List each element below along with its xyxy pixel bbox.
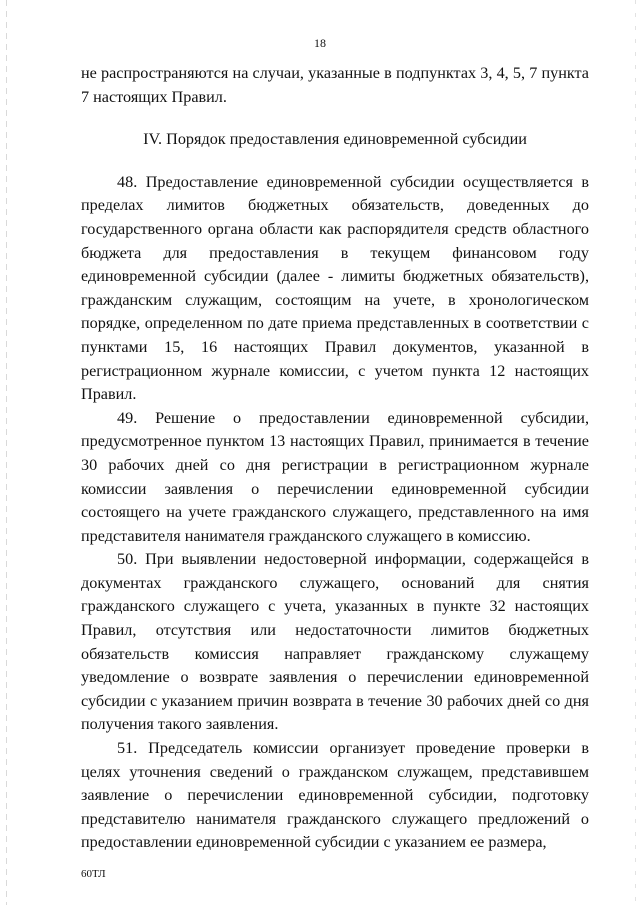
section-heading: IV. Порядок предоставления единовременной субсидии [143,130,527,149]
scan-edge-right [635,0,636,905]
paragraph-51: 51. Председатель комиссии организует проведение проверки в целях уточнения сведений о гражданском служащем, представившем заявление о перечислении единовременной субсидии, подготовку представителю нанимателя гражданского служащего предложений о предоставлении единовременной субсидии с указанием ее размера, [81,739,589,852]
paragraph-49: 49. Решение о предоставлении единовременной субсидии, предусмотренное пунктом 13 настоящих Правил, принимается в течение 30 рабочих дней со дня регистрации в регистрационном журнале комиссии заявления о перечислении единовременной субсидии состоящего на учете гражданского служащего, представленного на имя представителя нанимателя гражданского служащего в комиссию. [81,408,589,545]
footer-code: 60ТЛ [81,868,106,880]
paragraph-50: 50. При выявлении недостоверной информации, содержащейся в документах гражданского служащего, оснований для снятия гражданского служащего с учета, указанных в пункте 32 настоящих Правил, отсутствия или недостаточности лимитов бюджетных обязательств комиссия направляет гражданскому служащему уведомление о возврате заявления о перечислении единовременной субсидии с указанием причин возврата в течение 30 рабочих дней со дня получения такого заявления. [81,550,589,734]
paragraph-continuation: не распространяются на случаи, указанные в подпунктах 3, 4, 5, 7 пункта 7 настоящих Правил. [81,64,589,106]
document-body [81,62,589,855]
page-number: 18 [314,36,326,50]
paragraph-48: 48. Предоставление единовременной субсидии осуществляется в пределах лимитов бюджетных обязательств, доведенных до государственного органа области как распорядителя средств областного бюджета для предоставления в текущем финансовом году единовременной субсидии (далее - лимиты бюджетных обязательств), гражданским служащим, состоящим на учете, в хронологическом порядке, определенном по дате приема представленных в соответствии с пунктами 15, 16 настоящих Правил документов, указанной в регистрационном журнале комиссии, с учетом пункта 12 настоящих Правил. [81,172,589,404]
scan-edge-left [6,0,7,905]
